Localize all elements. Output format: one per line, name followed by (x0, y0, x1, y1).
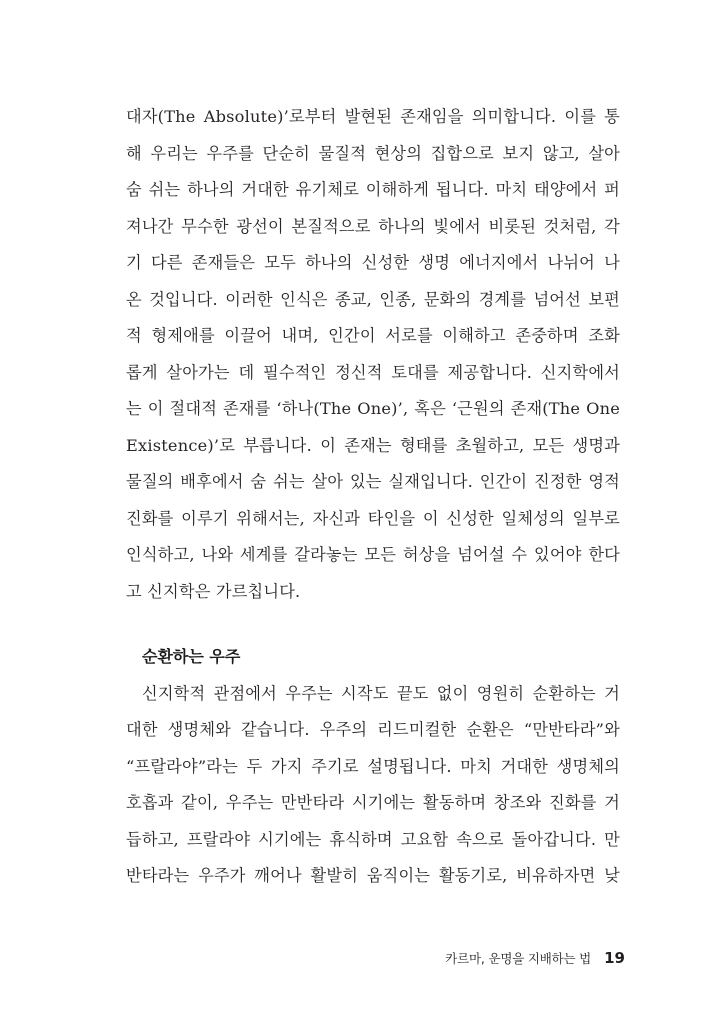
text-line: 온 것입니다. 이러한 인식은 종교, 인종, 문화의 경계를 넘어선 보편 (126, 289, 620, 309)
text-line: 물질의 배후에서 숨 쉬는 살아 있는 실재입니다. 인간이 진정한 영적 (126, 472, 620, 491)
text-line: 해 우리는 우주를 단순히 물질적 현상의 집합으로 보지 않고, 살아 (126, 143, 620, 163)
text-line: 기 다른 존재들은 모두 하나의 신성한 생명 에너지에서 나뉘어 나 (126, 253, 620, 272)
text-line: 대한 생명체와 같습니다. 우주의 리드미컬한 순환은 “만반타라”와 (126, 720, 620, 739)
text-line: 는 이 절대적 존재를 ‘하나(The One)’, 혹은 ‘근원의 존재(The One (126, 399, 620, 418)
text-line: 져나간 무수한 광선이 본질적으로 하나의 빛에서 비롯된 것처럼, 각 (126, 216, 620, 236)
text-line: 진화를 이루기 위해서는, 자신과 타인을 이 신성한 일체성의 일부로 (126, 508, 620, 528)
running-title: 카르마, 운명을 지배하는 법 (445, 951, 592, 966)
text-line: 신지학적 관점에서 우주는 시작도 끝도 없이 영원히 순환하는 거 (142, 683, 620, 703)
text-line: 숨 쉬는 하나의 거대한 유기체로 이해하게 됩니다. 마치 태양에서 퍼 (126, 180, 620, 199)
page-number: 19 (604, 949, 625, 967)
page-footer (445, 946, 625, 970)
text-line: 적 형제애를 이끌어 내며, 인간이 서로를 이해하고 존중하며 조화 (126, 326, 620, 345)
section-heading: 순환하는 우주 (142, 647, 241, 666)
text-line: 듭하고, 프랄라야 시기에는 휴식하며 고요함 속으로 돌아갑니다. 만 (126, 829, 620, 849)
text-line: 롭게 살아가는 데 필수적인 정신적 토대를 제공합니다. 신지학에서 (126, 362, 620, 382)
text-line: 인식하고, 나와 세계를 갈라놓는 모든 허상을 넘어설 수 있어야 한다 (126, 545, 620, 564)
text-line: 반타라는 우주가 깨어나 활발히 움직이는 활동기로, 비유하자면 낮 (126, 866, 620, 885)
text-line: 고 신지학은 가르칩니다. (126, 581, 301, 601)
text-line: 대자(The Absolute)’로부터 발현된 존재임을 의미합니다. 이를 통 (126, 107, 620, 126)
text-line: “프랄라야”라는 두 가지 주기로 설명됩니다. 마치 거대한 생명체의 (126, 756, 620, 776)
text-line: Existence)’로 부릅니다. 이 존재는 형태를 초월하고, 모든 생명과 (126, 435, 620, 455)
text-line: 호흡과 같이, 우주는 만반타라 시기에는 활동하며 창조와 진화를 거 (126, 793, 620, 812)
